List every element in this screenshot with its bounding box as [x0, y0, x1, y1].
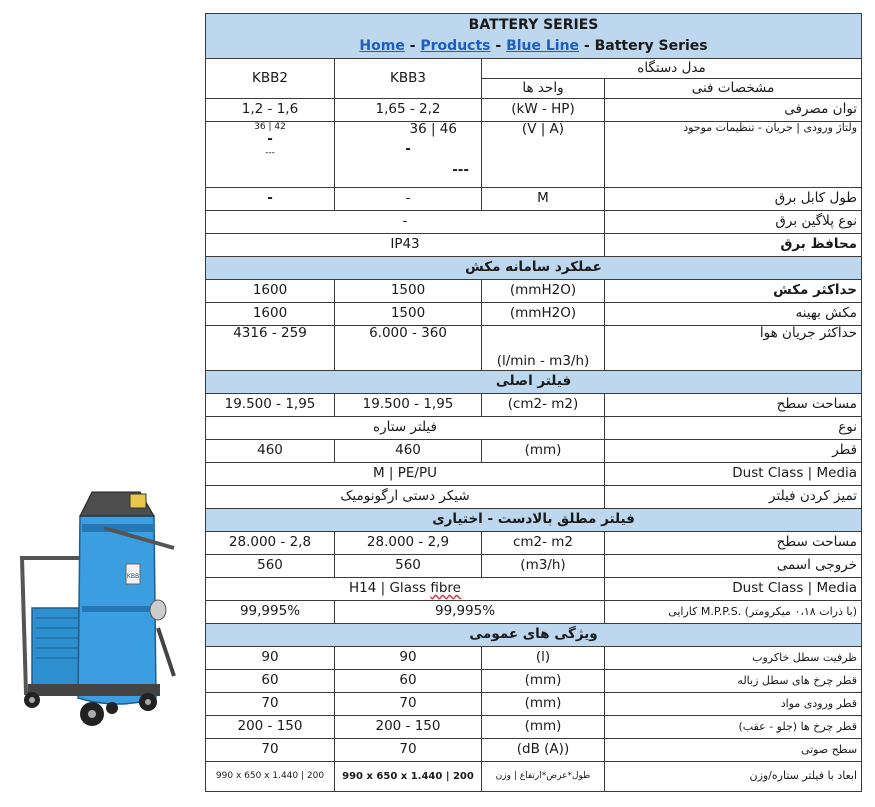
table-row: 1,2 - 1,6 1,65 - 2,2 (kW - HP) توان مصرفی: [206, 99, 862, 122]
table-row: 560 560 (m3/h) خروجی اسمی: [206, 555, 862, 578]
table-row: IP43 محافظ برق: [206, 234, 862, 257]
page-title: BATTERY SERIES: [468, 17, 599, 34]
table-row: 90 90 (l) ظرفیت سطل خاکروب: [206, 647, 862, 670]
section-header: فیلتر مطلق بالادست - اختیاری: [206, 509, 862, 532]
svg-text:KBB: KBB: [126, 573, 140, 580]
col-kbb3: KBB3: [335, 59, 482, 99]
table-row: 460 460 (mm) قطر: [206, 440, 862, 463]
table-row: - - M طول کابل برق: [206, 188, 862, 211]
breadcrumb-blue-line-link[interactable]: Blue Line: [506, 37, 580, 54]
table-row: 19.500 - 1,95 19.500 - 1,95 (cm2- m2) مساحت سطح: [206, 394, 862, 417]
col-unit: واحد ها: [482, 79, 605, 99]
col-model: مدل دستگاه: [482, 59, 862, 79]
col-spec: مشخصات فنی: [605, 79, 862, 99]
table-row: H14 | Glass fibre Dust Class | Media: [206, 578, 862, 601]
table-row: 70 70 (dB (A)) سطح صوتی: [206, 739, 862, 762]
table-row: 1600 1500 (mmH2O) مکش بهینه: [206, 303, 862, 326]
table-row: 990 x 650 x 1.440 | 200 990 x 650 x 1.440 | 200 طول*عرض*ارتفاع | وزن ابعاد با فیلتر ستاره/وزن: [206, 762, 862, 792]
breadcrumb: Home - Products - Blue Line - Battery Series: [359, 37, 708, 54]
table-row: M | PE/PU Dust Class | Media: [206, 463, 862, 486]
table-row: 200 - 150 200 - 150 (mm) قطر چرخ ها (جلو - عقب): [206, 716, 862, 739]
col-kbb2: KBB2: [206, 59, 335, 99]
table-row: 4316 - 259 6.000 - 360 (l/min - m3/h) حداکثر جریان هوا: [206, 326, 862, 371]
table-row: 1600 1500 (mmH2O) حداکثر مکش: [206, 280, 862, 303]
spec-table: [205, 13, 862, 792]
table-row: شیکر دستی ارگونومیک تمیز کردن فیلتر: [206, 486, 862, 509]
table-row: فیلتر ستاره نوع: [206, 417, 862, 440]
section-header: ویژگی های عمومی: [206, 624, 862, 647]
table-row: 36 | 42 - --- 36 | 46 - --- (V | A) ولتاژ ورودی | جریان - تنظیمات موجود: [206, 122, 862, 188]
section-header: عملکرد سامانه مکش: [206, 257, 862, 280]
breadcrumb-home-link[interactable]: Home: [359, 37, 405, 54]
table-row: 99,995% 99,995% کارایی M.P.P.S. (با ذرات ۰،۱۸ میکرومتر): [206, 601, 862, 624]
breadcrumb-products-link[interactable]: Products: [420, 37, 491, 54]
vacuum-cleaner-image: [8, 488, 188, 730]
section-header: فیلتر اصلی: [206, 371, 862, 394]
table-row: 28.000 - 2,8 28.000 - 2,9 cm2- m2 مساحت سطح: [206, 532, 862, 555]
table-row: 60 60 (mm) قطر چرخ های سطل زباله: [206, 670, 862, 693]
table-row: - نوع پلاگین برق: [206, 211, 862, 234]
table-row: 70 70 (mm) قطر ورودی مواد: [206, 693, 862, 716]
table-header: [206, 14, 862, 59]
breadcrumb-current: Battery Series: [594, 37, 708, 54]
